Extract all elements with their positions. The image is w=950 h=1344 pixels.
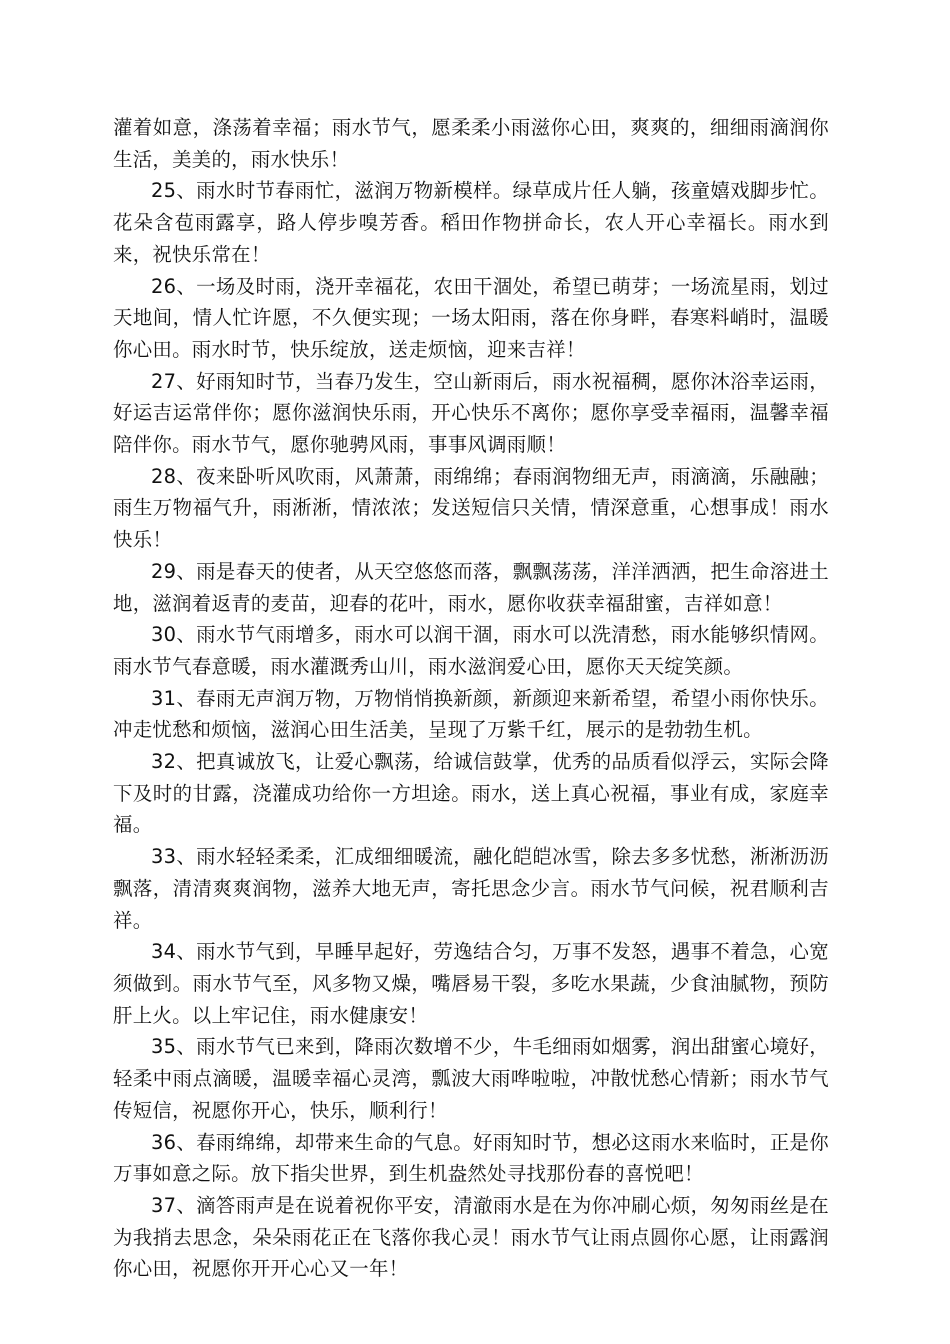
paragraph-27: 27、好雨知时节，当春乃发生，空山新雨后，雨水祝福稠，愿你沐浴幸运雨，好运吉运常伴你；愿你滋润快乐雨，开心快乐不离你；愿你享受幸福雨，温馨幸福陪伴你。雨水节气，愿你驰骋风雨，事事风调雨顺！: [113, 369, 829, 457]
paragraph-32: 32、把真诚放飞，让爱心飘荡，给诚信鼓掌，优秀的品质看似浮云，实际会降下及时的甘露，浇灌成功给你一方坦途。雨水，送上真心祝福，事业有成，家庭幸福。: [113, 750, 829, 837]
paragraph-37: 37、滴答雨声是在说着祝你平安，清澈雨水是在为你冲刷心烦，匆匆雨丝是在为我捎去思念，朵朵雨花正在飞落你我心灵！雨水节气让雨点圆你心愿，让雨露润你心田，祝愿你开开心心又一年！: [113, 1193, 829, 1281]
paragraph-35: 35、雨水节气已来到，降雨次数增不少，牛毛细雨如烟雾，润出甜蜜心境好，轻柔中雨点滴暖，温暖幸福心灵湾，瓢波大雨哗啦啦，冲散忧愁心情新；雨水节气传短信，祝愿你开心，快乐，顺利行！: [113, 1035, 829, 1122]
paragraph-31: 31、春雨无声润万物，万物悄悄换新颜，新颜迎来新希望，希望小雨你快乐。冲走忧愁和烦恼，滋润心田生活美，呈现了万紫千红，展示的是勃勃生机。: [113, 686, 829, 742]
paragraph-34: 34、雨水节气到，早睡早起好，劳逸结合匀，万事不发怒，遇事不着急，心宽须做到。雨水节气至，风多物又燥，嘴唇易干裂，多吃水果蔬，少食油腻物，预防肝上火。以上牢记住，雨水健康安！: [113, 940, 829, 1027]
paragraph-25: 25、雨水时节春雨忙，滋润万物新模样。绿草成片任人躺，孩童嬉戏脚步忙。花朵含苞雨露享，路人停步嗅芳香。稻田作物拼命长，农人开心幸福长。雨水到来，祝快乐常在！: [113, 179, 829, 266]
document-body: [113, 112, 829, 1285]
paragraph-30: 30、雨水节气雨增多，雨水可以润干涸，雨水可以洗清愁，雨水能够织情网。雨水节气春意暖，雨水灌溉秀山川，雨水滋润爱心田，愿你天天绽笑颜。: [113, 623, 829, 678]
paragraph-26: 26、一场及时雨，浇开幸福花，农田干涸处，希望已萌芽；一场流星雨，划过天地间，情人忙许愿，不久便实现；一场太阳雨，落在你身畔，春寒料峭时，温暖你心田。雨水时节，快乐绽放，送走烦恼，迎来吉祥！: [113, 274, 829, 361]
paragraph-28: 28、夜来卧听风吹雨，风萧萧，雨绵绵；春雨润物细无声，雨滴滴，乐融融；雨生万物福气升，雨淅淅，情浓浓；发送短信只关情，情深意重，心想事成！雨水快乐！: [113, 464, 829, 552]
paragraph-29: 29、雨是春天的使者，从天空悠悠而落，飘飘荡荡，洋洋洒洒，把生命溶进土地，滋润着返青的麦苗，迎春的花叶，雨水，愿你收获幸福甜蜜，吉祥如意！: [113, 559, 829, 615]
paragraph-33: 33、雨水轻轻柔柔，汇成细细暖流，融化皑皑冰雪，除去多多忧愁，淅淅沥沥飘落，清清爽爽润物，滋养大地无声，寄托思念少言。雨水节气问候，祝君顺利吉祥。: [113, 845, 829, 932]
paragraph-36: 36、春雨绵绵，却带来生命的气息。好雨知时节，想必这雨水来临时，正是你万事如意之际。放下指尖世界，到生机盎然处寻找那份春的喜悦吧！: [113, 1130, 829, 1186]
paragraph-continued: 灌着如意，涤荡着幸福；雨水节气，愿柔柔小雨滋你心田，爽爽的，细细雨滴润你生活，美美的，雨水快乐！: [113, 116, 829, 171]
